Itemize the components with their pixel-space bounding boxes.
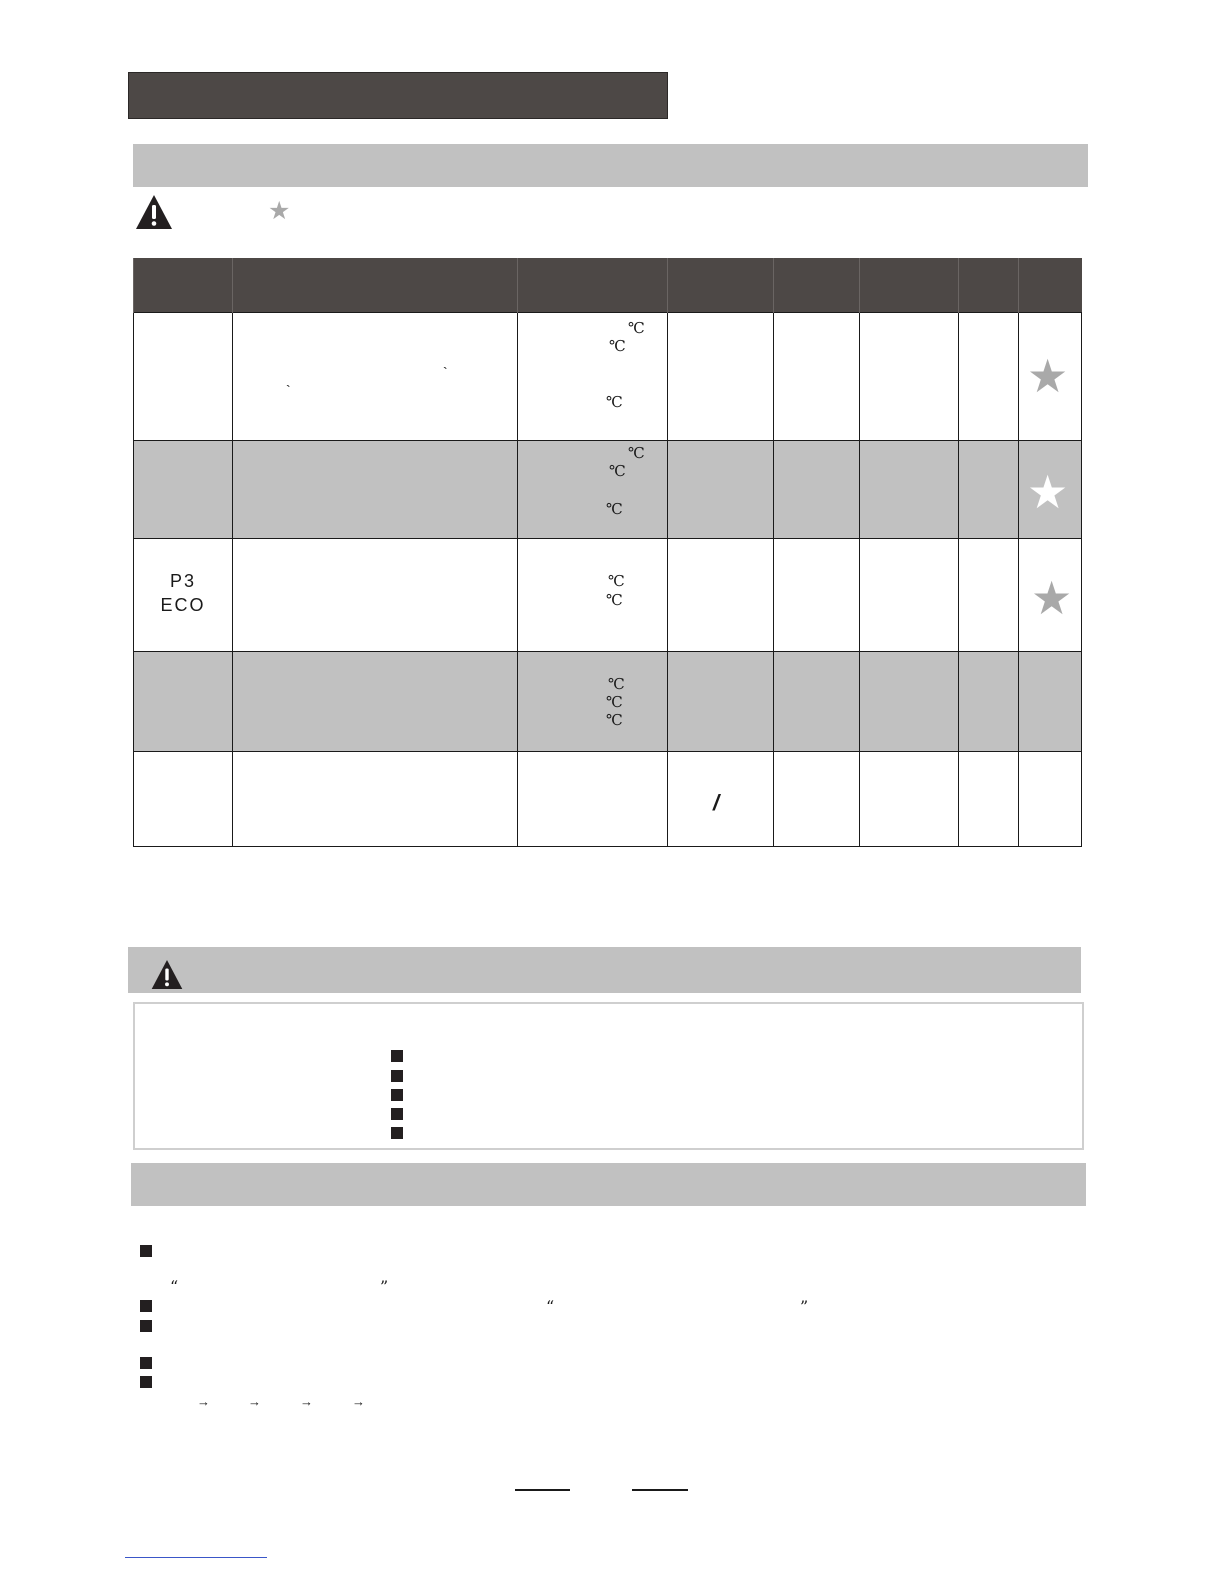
table-row (134, 752, 1082, 847)
header-cell-col7 (959, 258, 1019, 313)
data-cell (860, 441, 959, 539)
celsius-unit: ℃ (609, 462, 626, 480)
header-cell-col6 (860, 258, 959, 313)
data-cell (668, 313, 774, 441)
data-cell (668, 539, 774, 652)
data-cell (668, 441, 774, 539)
table-row (134, 313, 1082, 441)
header-cell-col8 (1019, 258, 1082, 313)
data-cell (860, 313, 959, 441)
description-cell (233, 539, 518, 652)
star-cell (1019, 752, 1082, 847)
program-name-line2: ECO (160, 595, 206, 615)
warning-triangle-icon (134, 193, 174, 231)
program-table-header-row (134, 258, 1082, 313)
celsius-unit: ℃ (628, 319, 645, 337)
data-cell (774, 652, 860, 752)
celsius-unit: ℃ (608, 572, 625, 590)
description-cell (233, 313, 518, 441)
right-arrow-icon: → (197, 1394, 210, 1409)
star-icon: ★ (1031, 571, 1073, 625)
temperature-cell (518, 441, 668, 539)
data-cell (668, 652, 774, 752)
square-bullet-icon (140, 1376, 152, 1388)
star-cell (1019, 313, 1082, 441)
description-cell (233, 652, 518, 752)
program-name-cell (134, 539, 233, 652)
data-cell (959, 539, 1019, 652)
open-quote: “ (170, 1277, 179, 1296)
temperature-cell (518, 539, 668, 652)
data-cell (774, 441, 860, 539)
warning-notice-box (133, 1002, 1084, 1150)
section-title-bar (128, 72, 668, 119)
warning-triangle-icon (150, 958, 184, 991)
square-bullet-icon (391, 1108, 403, 1120)
data-cell (860, 539, 959, 652)
data-cell (668, 752, 774, 847)
star-icon: ★ (1027, 349, 1069, 403)
temperature-cell (518, 752, 668, 847)
right-arrow-icon: → (300, 1394, 313, 1409)
star-cell (1019, 652, 1082, 752)
square-bullet-icon (140, 1300, 152, 1312)
header-cell-description (233, 258, 518, 313)
square-bullet-icon (140, 1357, 152, 1369)
header-cell-col5 (774, 258, 860, 313)
star-icon: ★ (1027, 465, 1069, 519)
celsius-unit: ℃ (606, 693, 623, 711)
program-name-cell (134, 652, 233, 752)
legend-star-icon: ★ (268, 196, 291, 225)
temperature-cell (518, 313, 668, 441)
square-bullet-icon (391, 1127, 403, 1139)
warning-notice-band (128, 947, 1081, 993)
program-name-cell (134, 313, 233, 441)
description-cell (233, 441, 518, 539)
square-bullet-icon (391, 1050, 403, 1062)
celsius-unit: ℃ (606, 500, 623, 518)
header-cell-temperature (518, 258, 668, 313)
slash-mark: / (713, 790, 720, 815)
underline-mark (515, 1489, 570, 1491)
data-cell (959, 313, 1019, 441)
data-cell (959, 652, 1019, 752)
celsius-unit: ℃ (606, 591, 623, 609)
open-quote: “ (546, 1297, 555, 1316)
data-cell (774, 539, 860, 652)
grave-mark: ` (443, 364, 448, 380)
program-name-cell (134, 752, 233, 847)
close-quote: ” (800, 1297, 809, 1316)
square-bullet-icon (391, 1089, 403, 1101)
close-quote: ” (380, 1277, 389, 1296)
celsius-unit: ℃ (606, 393, 623, 411)
celsius-unit: ℃ (608, 675, 625, 693)
header-cell-program (134, 258, 233, 313)
data-cell (860, 752, 959, 847)
program-table-header-band (133, 144, 1088, 187)
temperature-cell (518, 652, 668, 752)
program-name-line1: P3 (169, 571, 197, 591)
data-cell (959, 441, 1019, 539)
table-row (134, 441, 1082, 539)
celsius-unit: ℃ (609, 337, 626, 355)
description-cell (233, 752, 518, 847)
data-cell (774, 752, 860, 847)
star-cell (1019, 441, 1082, 539)
square-bullet-icon (140, 1320, 152, 1332)
right-arrow-icon: → (352, 1394, 365, 1409)
table-row (134, 652, 1082, 752)
right-arrow-icon: → (248, 1394, 261, 1409)
data-cell (959, 752, 1019, 847)
underline-mark (632, 1489, 688, 1491)
celsius-unit: ℃ (606, 711, 623, 729)
square-bullet-icon (391, 1070, 403, 1082)
footer-link-underline[interactable] (125, 1557, 267, 1558)
grave-mark: ` (286, 382, 291, 398)
square-bullet-icon (140, 1245, 152, 1257)
data-cell (774, 313, 860, 441)
program-name-cell (134, 441, 233, 539)
table-row (134, 539, 1082, 652)
instructions-header-band (131, 1163, 1086, 1206)
data-cell (860, 652, 959, 752)
star-cell (1019, 539, 1082, 652)
celsius-unit: ℃ (628, 444, 645, 462)
program-table (133, 258, 1082, 847)
header-cell-col4 (668, 258, 774, 313)
